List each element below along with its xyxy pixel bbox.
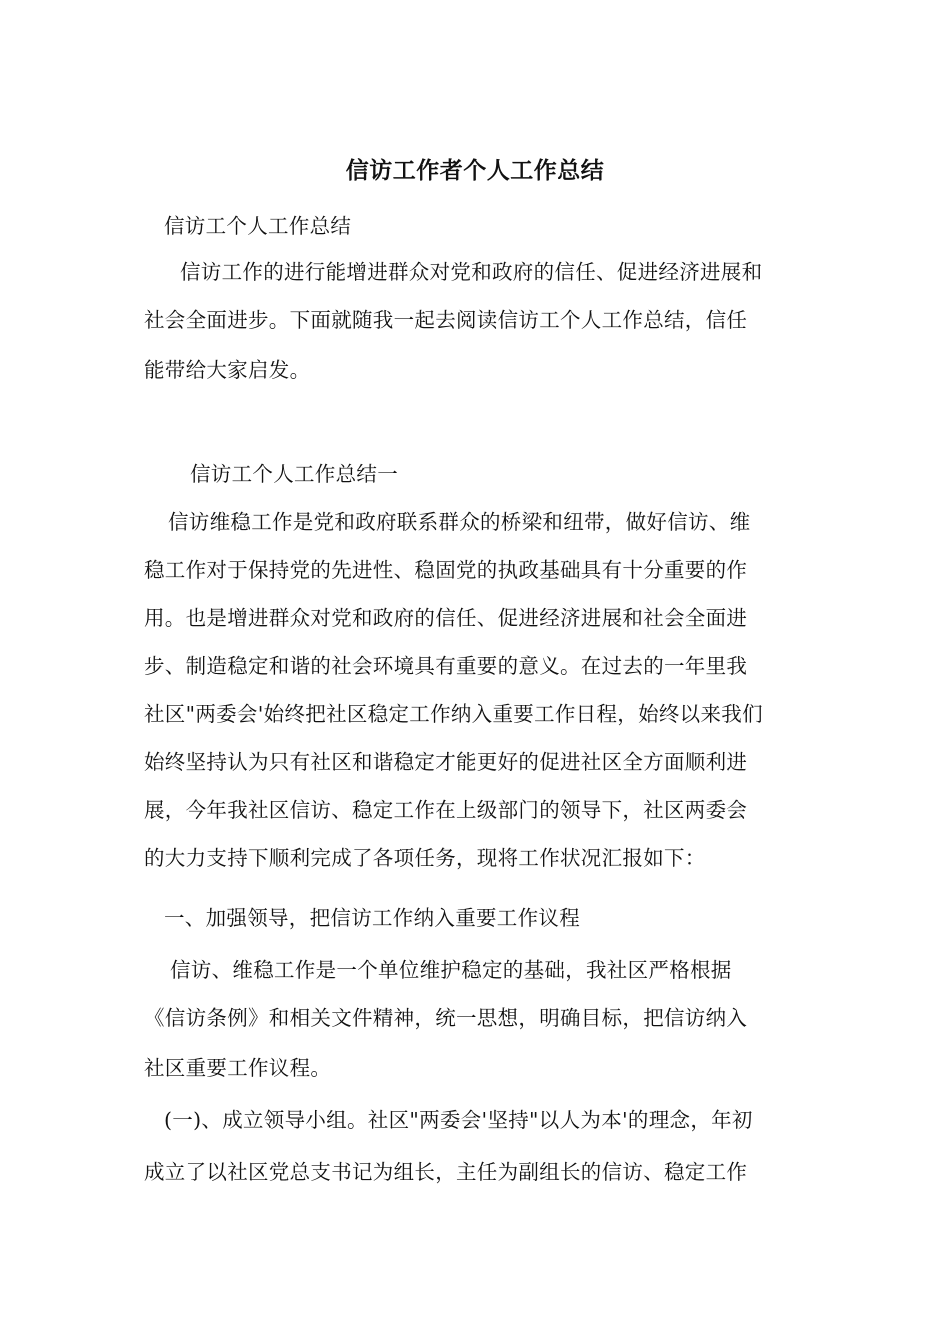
paragraph-line: 《信访条例》和相关文件精神，统一思想，明确目标，把信访纳入 [144, 1006, 748, 1030]
intro-paragraph [144, 248, 814, 394]
subsection-heading: 一、加强领导，把信访工作纳入重要工作议程 [164, 906, 580, 930]
subsection-heading-block [144, 894, 814, 942]
paragraph-line: 社会全面进步。下面就随我一起去阅读信访工个人工作总结，信任 [144, 308, 748, 332]
paragraph-line: 用。也是增进群众对党和政府的信任、促进经济进展和社会全面进 [144, 606, 748, 630]
paragraph-line: 的大力支持下顺利完成了各项任务，现将工作状况汇报如下： [144, 846, 706, 870]
paragraph-line: 展，今年我社区信访、稳定工作在上级部门的领导下，社区两委会 [144, 798, 748, 822]
paragraph-line: 社区重要工作议程。 [144, 1056, 332, 1080]
paragraph-line: (一)、成立领导小组。社区"两委会'坚持"以人为本'的理念，年初 [164, 1108, 753, 1132]
subsection-paragraph [144, 946, 814, 1092]
section-heading: 信访工个人工作总结一 [190, 462, 398, 486]
document-title: 信访工作者个人工作总结 [345, 157, 605, 184]
paragraph-line: 成立了以社区党总支书记为组长，主任为副组长的信访、稳定工作 [144, 1160, 748, 1184]
intro-heading-block [144, 202, 814, 250]
paragraph-line: 始终坚持认为只有社区和谐稳定才能更好的促进社区全方面顺利进 [144, 750, 748, 774]
paragraph-line: 步、制造稳定和谐的社会环境具有重要的意义。在过去的一年里我 [144, 654, 748, 678]
section-heading-block [144, 450, 814, 498]
item-paragraph [144, 1096, 814, 1196]
paragraph-line: 稳工作对于保持党的先进性、稳固党的执政基础具有十分重要的作 [144, 558, 748, 582]
paragraph-line: 信访维稳工作是党和政府联系群众的桥梁和纽带，做好信访、维 [168, 510, 751, 534]
paragraph-line: 信访、维稳工作是一个单位维护稳定的基础，我社区严格根据 [170, 958, 732, 982]
main-paragraph [144, 498, 814, 882]
paragraph-line: 能带给大家启发。 [144, 358, 311, 382]
paragraph-line: 社区"两委会'始终把社区稳定工作纳入重要工作日程，始终以来我们 [144, 702, 763, 726]
paragraph-line: 信访工作的进行能增进群众对党和政府的信任、促进经济进展和 [180, 260, 763, 284]
intro-heading: 信访工个人工作总结 [164, 214, 352, 238]
